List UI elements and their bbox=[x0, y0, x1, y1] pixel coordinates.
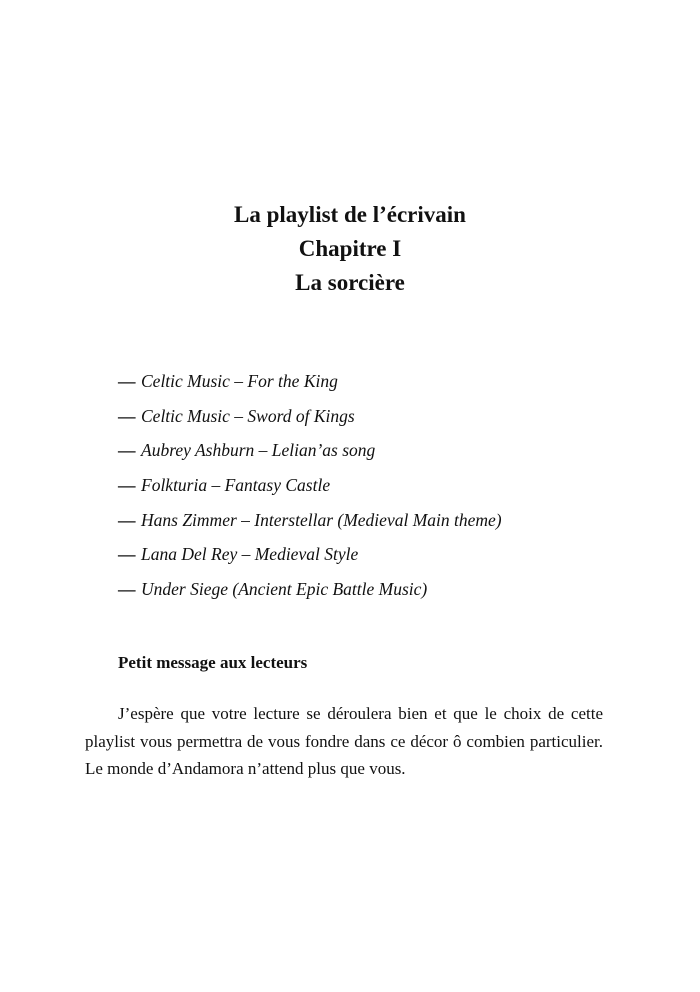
playlist-list bbox=[118, 367, 502, 610]
dash-bullet: — bbox=[118, 371, 136, 391]
dash-bullet: — bbox=[118, 579, 136, 600]
track-title: Lana Del Rey – Medieval Style bbox=[141, 544, 359, 565]
track-title: Under Siege (Ancient Epic Battle Music) bbox=[141, 579, 428, 600]
message-paragraph: J’espère que votre lecture se déroulera bien et que le choix de cette playlist vous permettra de vous fondre dans ce décor ô combien particulier. Le monde d’Andamora n’attend plus que vous. bbox=[85, 704, 603, 778]
dash-bullet: — bbox=[118, 544, 136, 565]
track-title: Celtic Music – Sword of Kings bbox=[141, 405, 355, 426]
message-heading: Petit message aux lecteurs bbox=[118, 653, 308, 672]
list-item bbox=[118, 540, 502, 575]
dash-bullet: — bbox=[118, 509, 136, 530]
track-title: Aubrey Ashburn – Lelian’as song bbox=[141, 440, 376, 461]
track-title: Folkturia – Fantasy Castle bbox=[141, 475, 331, 496]
chapter-number: Chapitre I bbox=[298, 236, 402, 261]
page-title bbox=[0, 198, 700, 300]
chapter-title: La sorcière bbox=[295, 270, 405, 295]
dash-bullet: — bbox=[118, 440, 136, 461]
list-item bbox=[118, 575, 502, 610]
list-item bbox=[118, 367, 502, 402]
track-title: Celtic Music – For the King bbox=[141, 371, 338, 391]
title-line-1: La playlist de l’écrivain bbox=[234, 202, 466, 227]
list-item bbox=[118, 471, 502, 506]
dash-bullet: — bbox=[118, 475, 136, 496]
list-item bbox=[118, 506, 502, 541]
list-item bbox=[118, 402, 502, 437]
dash-bullet: — bbox=[118, 405, 136, 426]
list-item bbox=[118, 436, 502, 471]
track-title: Hans Zimmer – Interstellar (Medieval Main theme) bbox=[141, 509, 502, 530]
